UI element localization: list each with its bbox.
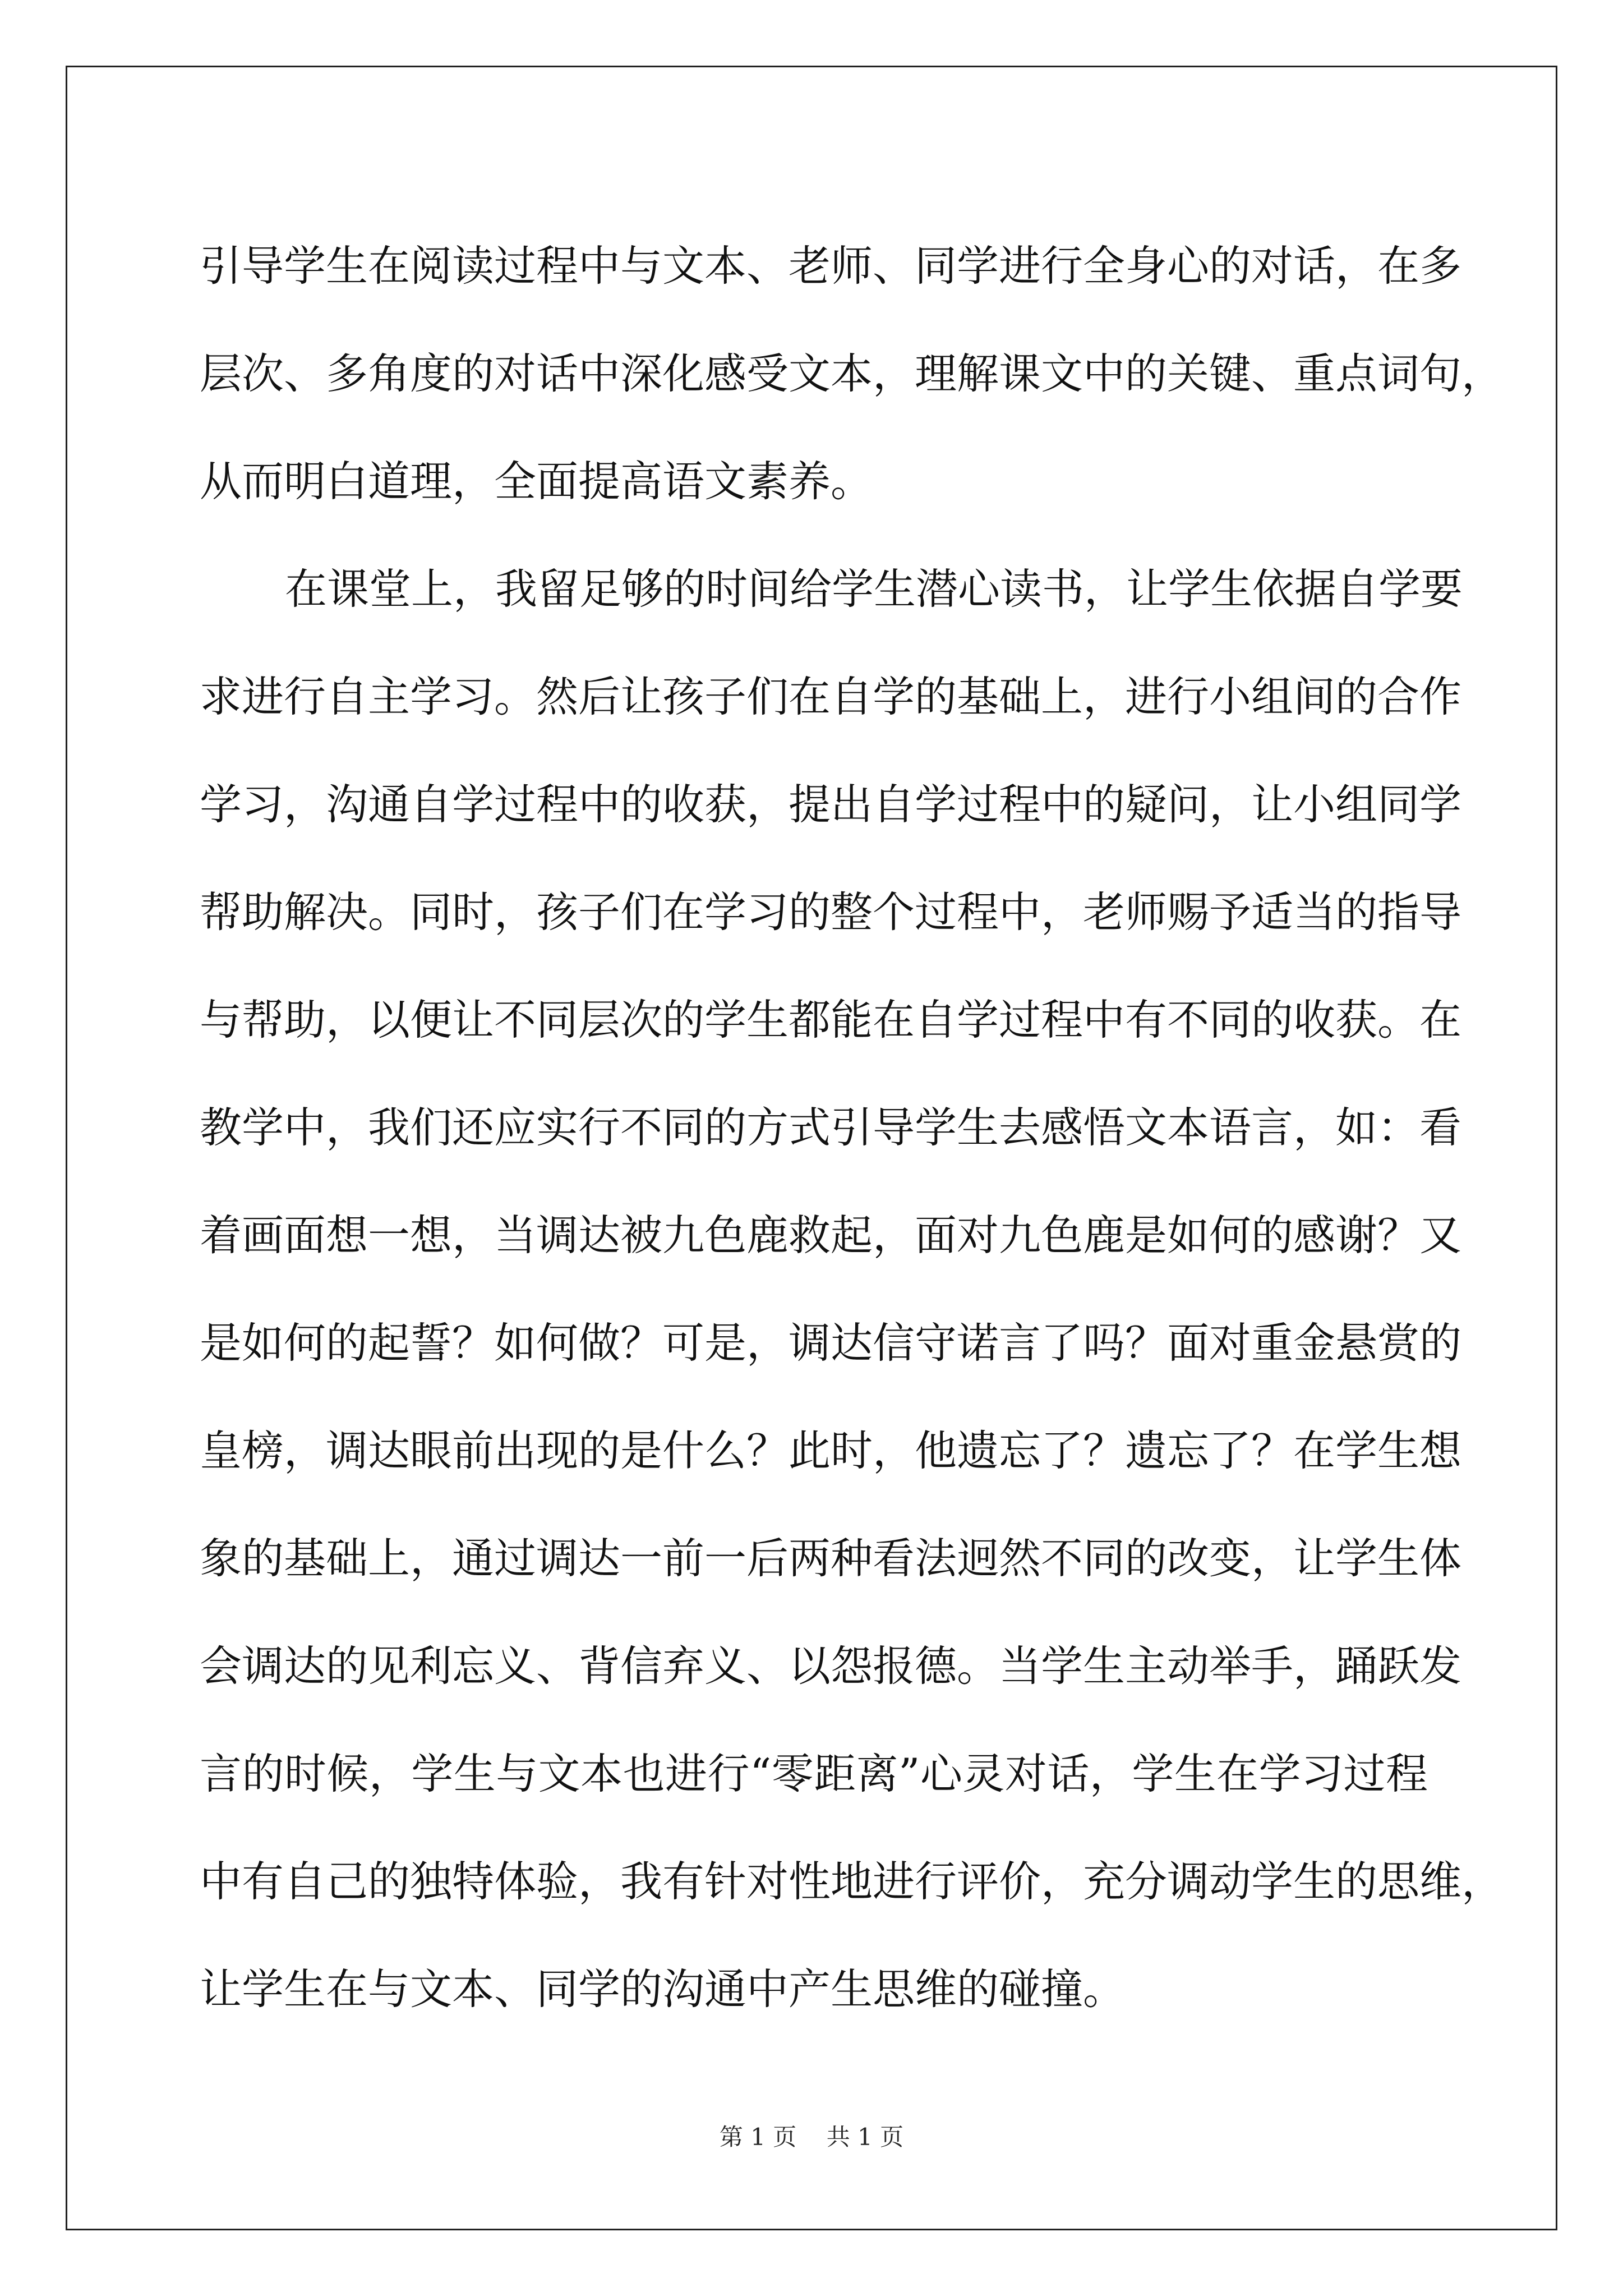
paragraph-2-line-5: 与帮助，以便让不同层次的学生都能在自学过程中有不同的收获。在 bbox=[200, 995, 1462, 1045]
page-number-footer: 第 1 页 共 1 页 bbox=[719, 2123, 904, 2151]
paragraph-2-line-13: 中有自己的独特体验，我有针对性地进行评价，充分调动学生的思维， bbox=[200, 1857, 1504, 1906]
paragraph-2-line-8: 是如何的起誓？如何做？可是，调达信守诺言了吗？面对重金悬赏的 bbox=[200, 1318, 1462, 1368]
paragraph-2-line-3: 学习，沟通自学过程中的收获，提出自学过程中的疑问，让小组同学 bbox=[200, 780, 1462, 829]
paragraph-2-line-10: 象的基础上，通过调达一前一后两种看法迥然不同的改变，让学生体 bbox=[200, 1534, 1462, 1583]
paragraph-2-line-1: 在课堂上，我留足够的时间给学生潜心读书，让学生依据自学要 bbox=[285, 564, 1463, 614]
paragraph-1-line-3: 从而明白道理，全面提高语文素养。 bbox=[200, 457, 873, 506]
paragraph-2-line-4: 帮助解决。同时，孩子们在学习的整个过程中，老师赐予适当的指导 bbox=[200, 887, 1462, 937]
paragraph-2-line-7: 着画面想一想，当调达被九色鹿救起，面对九色鹿是如何的感谢？又 bbox=[200, 1211, 1462, 1260]
paragraph-2-line-11: 会调达的见利忘义、背信弃义、以怨报德。当学生主动举手，踊跃发 bbox=[200, 1641, 1462, 1691]
document-body bbox=[200, 212, 1504, 2043]
paragraph-2-line-12: 言的时候，学生与文本也进行“零距离”心灵对话，学生在学习过程 bbox=[200, 1749, 1428, 1798]
paragraph-2-line-14: 让学生在与文本、同学的沟通中产生思维的碰撞。 bbox=[200, 1964, 1126, 2014]
paragraph-1-line-2: 层次、多角度的对话中深化感受文本，理解课文中的关键、重点词句， bbox=[200, 349, 1504, 398]
paragraph-2-line-9: 皇榜，调达眼前出现的是什么？此时，他遗忘了？遗忘了？在学生想 bbox=[200, 1426, 1462, 1475]
paragraph-2-line-2: 求进行自主学习。然后让孩子们在自学的基础上，进行小组间的合作 bbox=[200, 672, 1462, 721]
paragraph-1-line-1: 引导学生在阅读过程中与文本、老师、同学进行全身心的对话，在多 bbox=[200, 241, 1462, 291]
paragraph-2-line-6: 教学中，我们还应实行不同的方式引导学生去感悟文本语言，如：看 bbox=[200, 1103, 1462, 1152]
